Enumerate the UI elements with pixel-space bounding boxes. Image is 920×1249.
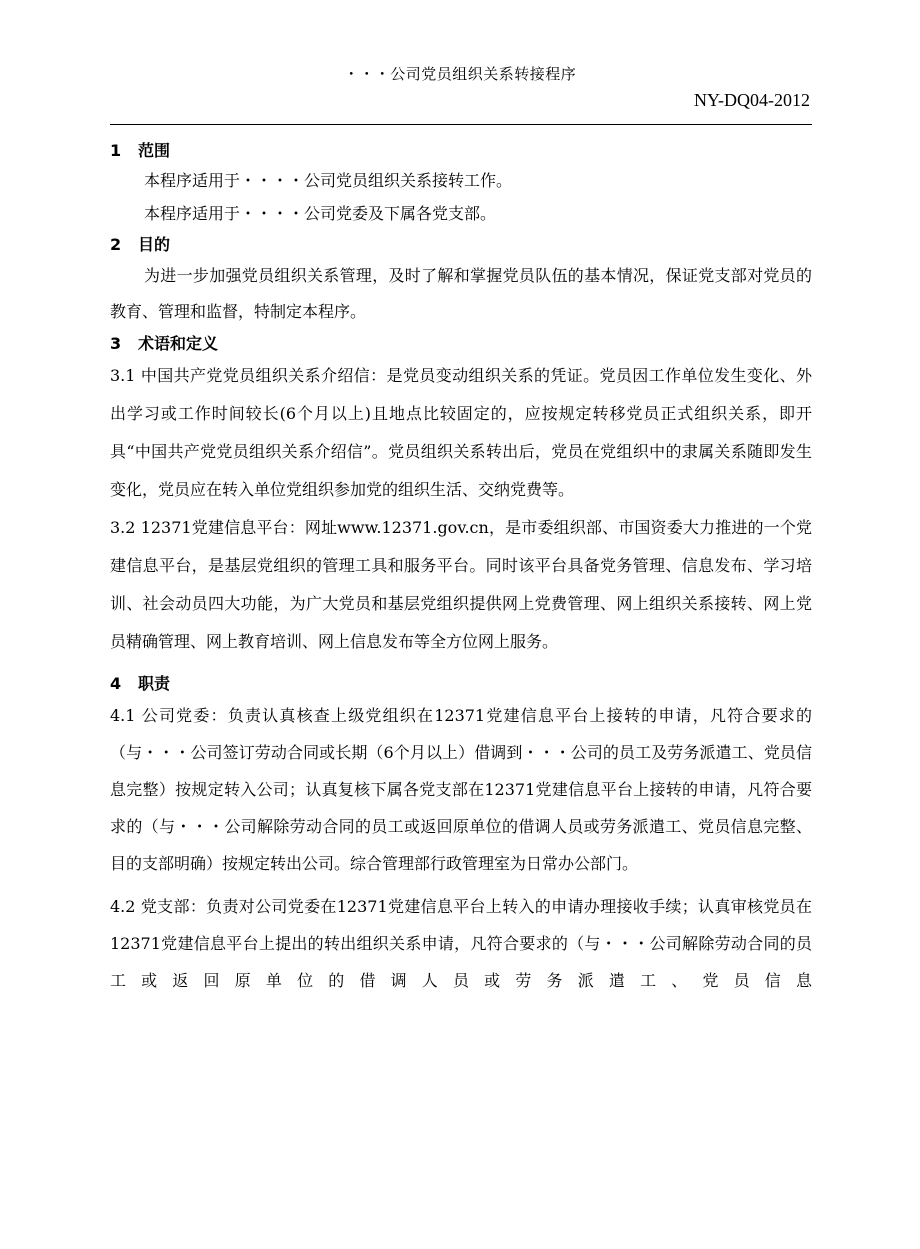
paragraph: 3.1 中国共产党党员组织关系介绍信：是党员变动组织关系的凭证。党员因工作单位发生变化、外出学习或工作时间较长(6个月以上)且地点比较固定的，应按规定转移党员正式组织关系，即开具“中国共产党党员组织关系介绍信”。党员组织关系转出后，党员在党组织中的隶属关系随即发生变化，党员应在转入单位党组织参加党的组织生活、交纳党费等。 (110, 366, 812, 499)
section-heading-duties (110, 671, 812, 697)
section-number: 2 (110, 235, 122, 254)
document-code: NY-DQ04-2012 (694, 90, 810, 110)
document-header-title: ・・・公司党员组织关系转接程序 (343, 65, 577, 83)
section-duties (110, 671, 812, 999)
section-purpose (110, 232, 812, 330)
section-number: 3 (110, 334, 122, 353)
paragraph: 4.2 党支部：负责对公司党委在12371党建信息平台上转入的申请办理接收手续；认真审核党员在12371党建信息平台上提出的转出组织关系申请，凡符合要求的（与・・・公司解除劳动合同的员工或返回原单位的借调人员或劳务派遣工、党员信息 (110, 897, 812, 990)
header-rule (110, 124, 812, 125)
section-title: 目的 (138, 235, 171, 254)
document-body (110, 138, 812, 999)
section-heading-terms (110, 331, 812, 357)
section-terms (110, 331, 812, 661)
paragraph: 4.1 公司党委：负责认真核查上级党组织在12371党建信息平台上接转的申请，凡符合要求的（与・・・公司签订劳动合同或长期（6个月以上）借调到・・・公司的员工及劳务派遣工、党员信息完整）按规定转入公司；认真复核下属各党支部在12371党建信息平台上接转的申请，凡符合要求的（与・・・公司解除劳动合同的员工或返回原单位的借调人员或劳务派遣工、党员信息完整、目的支部明确）按规定转出公司。综合管理部行政管理室为日常办公部门。 (110, 706, 812, 873)
section-scope (110, 138, 812, 230)
section-number: 1 (110, 141, 122, 160)
section-title: 职责 (138, 674, 171, 693)
section-number: 4 (110, 674, 122, 693)
section-heading-scope (110, 138, 812, 164)
section-heading-purpose (110, 232, 812, 258)
paragraph: 3.2 12371党建信息平台：网址www.12371.gov.cn，是市委组织部、市国资委大力推进的一个党建信息平台，是基层党组织的管理工具和服务平台。同时该平台具备党务管理、信息发布、学习培训、社会动员四大功能，为广大党员和基层党组织提供网上党费管理、网上组织关系接转、网上党员精确管理、网上教育培训、网上信息发布等全方位网上服务。 (110, 518, 812, 651)
paragraph: 本程序适用于・・・・公司党委及下属各党支部。 (144, 204, 497, 223)
paragraph: 本程序适用于・・・・公司党员组织关系接转工作。 (144, 171, 513, 190)
paragraph: 为进一步加强党员组织关系管理，及时了解和掌握党员队伍的基本情况，保证党支部对党员的教育、管理和监督，特制定本程序。 (110, 266, 812, 321)
section-title: 术语和定义 (138, 334, 219, 353)
section-title: 范围 (138, 141, 171, 160)
